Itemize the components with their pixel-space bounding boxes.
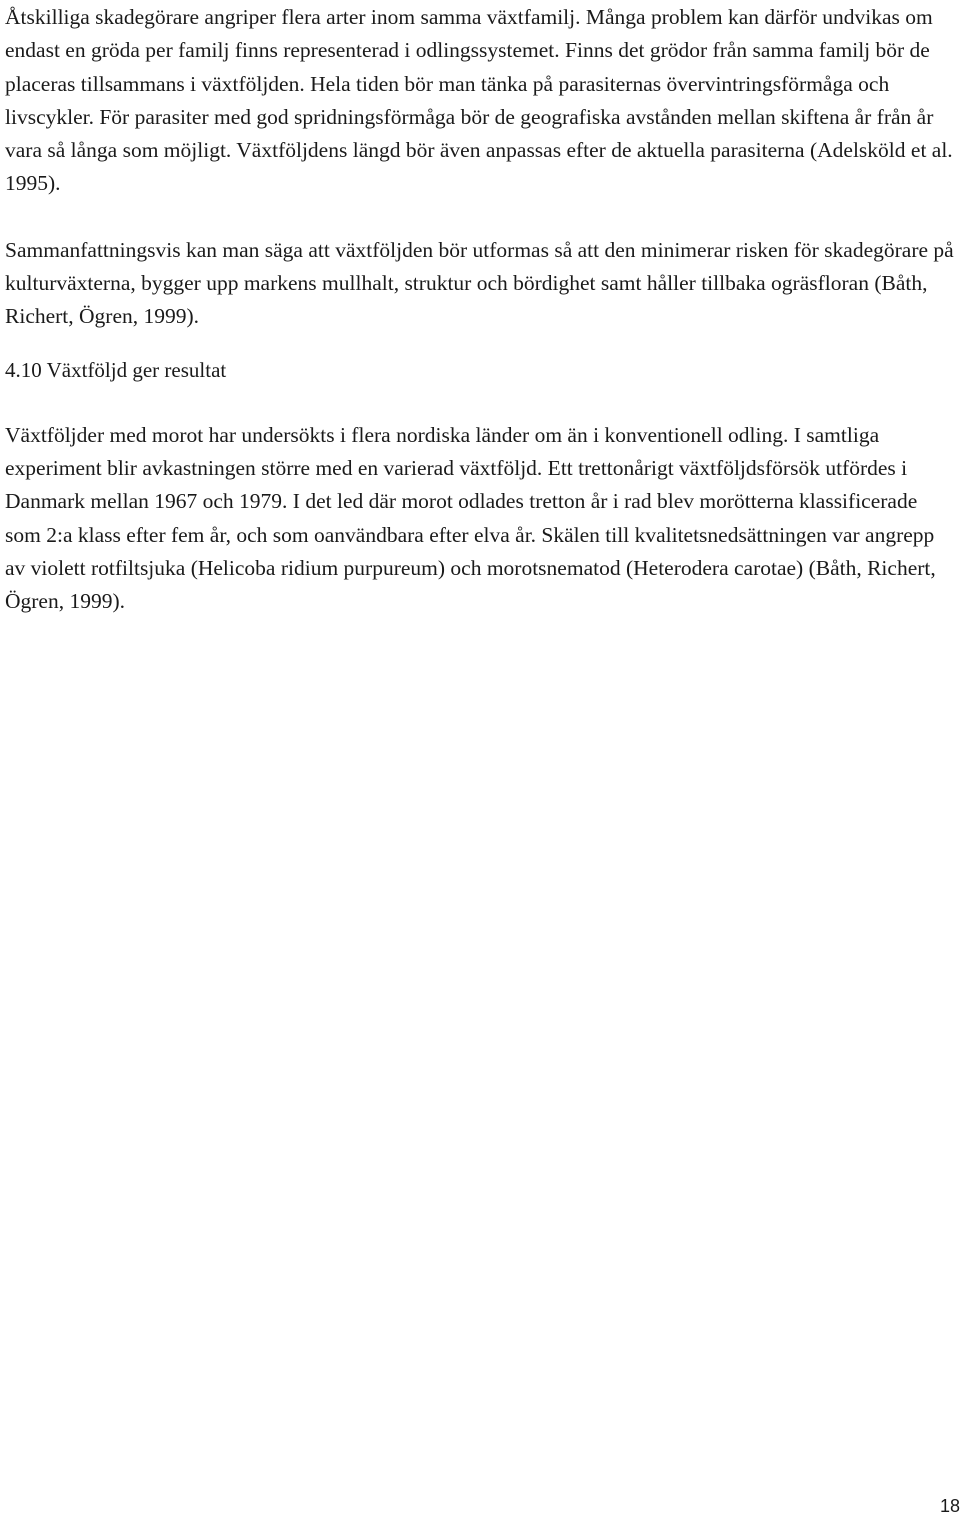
section-heading: 4.10 Växtföljd ger resultat (5, 357, 227, 382)
document-page (5, 1, 955, 618)
page-number: 18 (939, 1496, 960, 1516)
paragraph-summary: Sammanfattningsvis kan man säga att växtföljden bör utformas så att den minimerar risken för skadegörare på kulturväxterna, bygger upp markens mullhalt, struktur och bördighet samt håller tillbaka ogräsfloran (Båth, Richert, Ögren, 1999). (5, 237, 954, 329)
paragraph-carrot-results: Växtföljder med morot har undersökts i flera nordiska länder om än i konventionell odling. I samtliga experiment blir avkastningen större med en varierad växtföljd. Ett trettonårigt växtföljdsförsök utfördes i Danmark mellan 1967 och 1979. I det led där morot odlades tretton år i rad blev morötterna klassificerade som 2:a klass efter fem år, och som oanvändbara efter elva år. Skälen till kvalitetsnedsättningen var angrepp av violett rotfiltsjuka (Helicoba ridium purpureum) och morotsnematod (Heterodera carotae) (Båth, Richert, Ögren, 1999). (5, 422, 936, 614)
paragraph-pest-families: Åtskilliga skadegörare angriper flera arter inom samma växtfamilj. Många problem kan därför undvikas om endast en gröda per familj finns representerad i odlingssystemet. Finns det grödor från samma familj bör de placeras tillsammans i växtföljden. Hela tiden bör man tänka på parasiternas övervintringsförmåga och livscykler. För parasiter med god spridningsförmåga bör de geografiska avstånden mellan skiftena år från år vara så långa som möjligt. Växtföljdens längd bör även anpassas efter de aktuella parasiterna (Adelsköld et al. 1995). (5, 5, 953, 196)
